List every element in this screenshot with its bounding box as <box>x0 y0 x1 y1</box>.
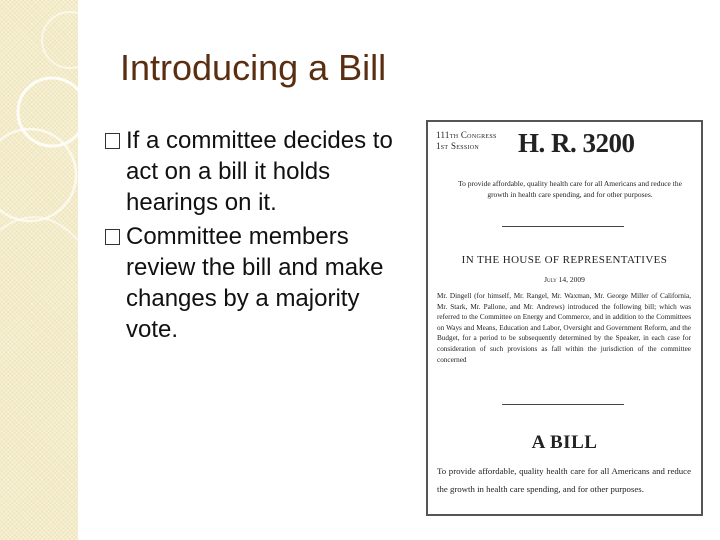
sponsors-text: Mr. Dingell (for himself, Mr. Rangel, Mr. Waxman, Mr. George Miller of California, Mr. Stark, Mr. Pallone, and Mr. Andrews) introduced the following bill; which was referred to the Committee on Energy and Commerce, and in addition to the Committees on Ways and Means, Education and Labor, Oversight and Government Reform, and the Budget, for a period to be subsequently determined by the Speaker, in each case for consideration of such provisions as fall within the jurisdiction of the committee concerned <box>437 292 691 364</box>
congress-number: 111th Congress <box>436 130 497 140</box>
congress-session: 1st Session <box>436 141 480 151</box>
slide-title: Introducing a Bill <box>120 47 387 88</box>
bullet-box-icon <box>105 229 120 245</box>
bullet-box-icon <box>105 133 120 149</box>
bill-purpose: To provide affordable, quality health care for all Americans and reduce the growth in health care spending, and for other purposes. <box>458 179 682 199</box>
bill-document-image <box>426 120 703 516</box>
swirl-decoration <box>0 0 78 540</box>
divider <box>502 226 624 227</box>
bullet-list <box>105 125 415 348</box>
bill-number: H. R. 3200 <box>518 128 635 158</box>
bullet-item <box>105 125 415 218</box>
a-bill-heading: A BILL <box>531 432 598 453</box>
divider <box>502 404 624 405</box>
bullet-text: If a committee decides to act on a bill it holds hearings on it. <box>126 127 393 216</box>
bullet-text: Committee members review the bill and make changes by a majority vote. <box>126 223 384 343</box>
introduction-date: July 14, 2009 <box>544 275 585 284</box>
congress-info <box>436 130 497 152</box>
bill-title-purpose: To provide affordable, quality health care for all Americans and reduce the growth in health care spending, and for other purposes. <box>437 466 691 494</box>
chamber-heading: IN THE HOUSE OF REPRESENTATIVES <box>461 254 668 266</box>
decorative-left-band <box>0 0 78 540</box>
bullet-item <box>105 221 415 345</box>
